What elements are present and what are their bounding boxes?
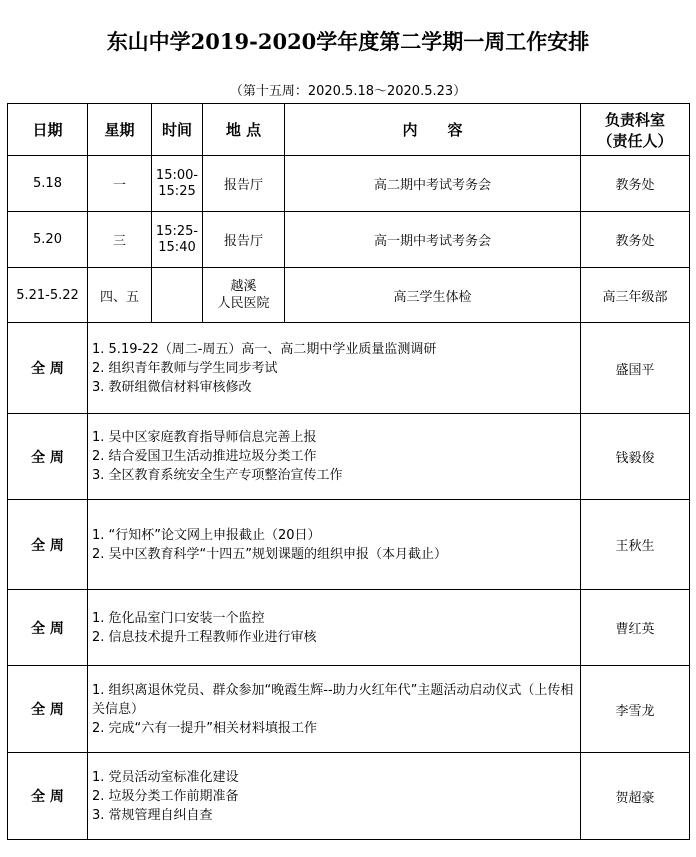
row-date: 5.18 [8,156,88,212]
list-item: 2. 信息技术提升工程教师作业进行审核 [92,629,317,645]
row-weekday: 四、五 [88,268,152,323]
row-place [203,268,285,323]
week-owner: 曹红英 [581,590,690,666]
week-owner: 贺超豪 [581,753,690,840]
row-date: 5.21-5.22 [8,268,88,323]
list-item: 2. 吴中区教育科学“十四五”规划课题的组织申报（本月截止） [92,546,448,562]
header-owner [581,104,690,156]
week-items [88,753,581,840]
header-time: 时间 [152,104,203,156]
list-item: 3. 全区教育系统安全生产专项整治宣传工作 [92,468,343,483]
week-subtitle: （第十五周：2020.5.18～2020.5.23） [229,84,467,99]
list-item: 3. 常规管理自纠自查 [92,807,213,823]
week-row [8,590,690,666]
row-place-line1: 报告厅 [223,234,263,249]
row-time [152,156,203,212]
row-time-start: 15:00- [155,167,199,183]
week-owner: 盛国平 [581,323,690,414]
row-content: 高三学生体检 [285,268,581,323]
week-label: 全 周 [8,666,88,753]
row-place [203,212,285,268]
week-row [8,666,690,753]
week-owner: 钱毅俊 [581,414,690,500]
week-label: 全 周 [8,500,88,590]
header-content: 内 容 [285,104,581,156]
row-weekday: 一 [88,156,152,212]
schedule-table [7,103,690,840]
week-row [8,753,690,840]
table-row [8,156,690,212]
list-item: 1. “行知杯”论文网上申报截止（20日） [92,527,321,543]
week-owner: 李雪龙 [581,666,690,753]
row-place-line1: 报告厅 [223,178,263,193]
row-time [152,212,203,268]
list-item: 1. 5.19-22（周二-周五）高一、高二期中学业质量监测调研 [92,341,437,357]
week-row [8,414,690,500]
list-item: 2. 结合爱国卫生活动推进垃圾分类工作 [92,449,317,464]
header-owner-line1: 负责科室 [604,110,665,129]
week-row [8,323,690,414]
list-item: 1. 危化品室门口安装一个监控 [92,610,265,626]
week-row [8,500,690,590]
row-date: 5.20 [8,212,88,268]
row-time-end: 15:40 [158,239,196,255]
row-owner: 教务处 [581,156,690,212]
row-place-line1: 越溪 [230,279,257,294]
row-owner: 教务处 [581,212,690,268]
week-label: 全 周 [8,753,88,840]
list-item: 2. 组织青年教师与学生同步考试 [92,360,278,376]
row-content: 高二期中考试考务会 [285,156,581,212]
row-owner: 高三年级部 [581,268,690,323]
row-place [203,156,285,212]
row-place-line2: 人民医院 [217,296,270,311]
list-item: 2. 完成“六有一提升”相关材料填报工作 [92,720,318,736]
week-items [88,414,581,500]
header-owner-line2: （责任人） [597,131,673,150]
week-owner: 王秋生 [581,500,690,590]
header-place: 地 点 [203,104,285,156]
week-items [88,590,581,666]
week-items [88,323,581,414]
table-row [8,268,690,323]
header-row [8,104,690,156]
row-weekday: 三 [88,212,152,268]
list-item: 1. 组织离退休党员、群众参加“晚霞生辉--助力火红年代”主题活动启动仪式（上传相关信息） [92,682,574,717]
header-weekday: 星期 [88,104,152,156]
row-time-end: 15:25 [158,183,196,199]
week-label: 全 周 [8,323,88,414]
table-row [8,212,690,268]
row-content: 高一期中考试考务会 [285,212,581,268]
week-items [88,666,581,753]
list-item: 1. 党员活动室标准化建设 [92,769,239,785]
list-item: 2. 垃圾分类工作前期准备 [92,788,239,804]
list-item: 3. 教研组微信材料审核修改 [92,379,252,395]
row-time-start: 15:25- [155,223,199,239]
header-date: 日期 [8,104,88,156]
week-items [88,500,581,590]
document-title: 东山中学2019-2020学年度第二学期一周工作安排 [106,29,590,54]
list-item: 1. 吴中区家庭教育指导师信息完善上报 [92,430,317,445]
row-time [152,268,203,323]
week-label: 全 周 [8,590,88,666]
week-label: 全 周 [8,414,88,500]
